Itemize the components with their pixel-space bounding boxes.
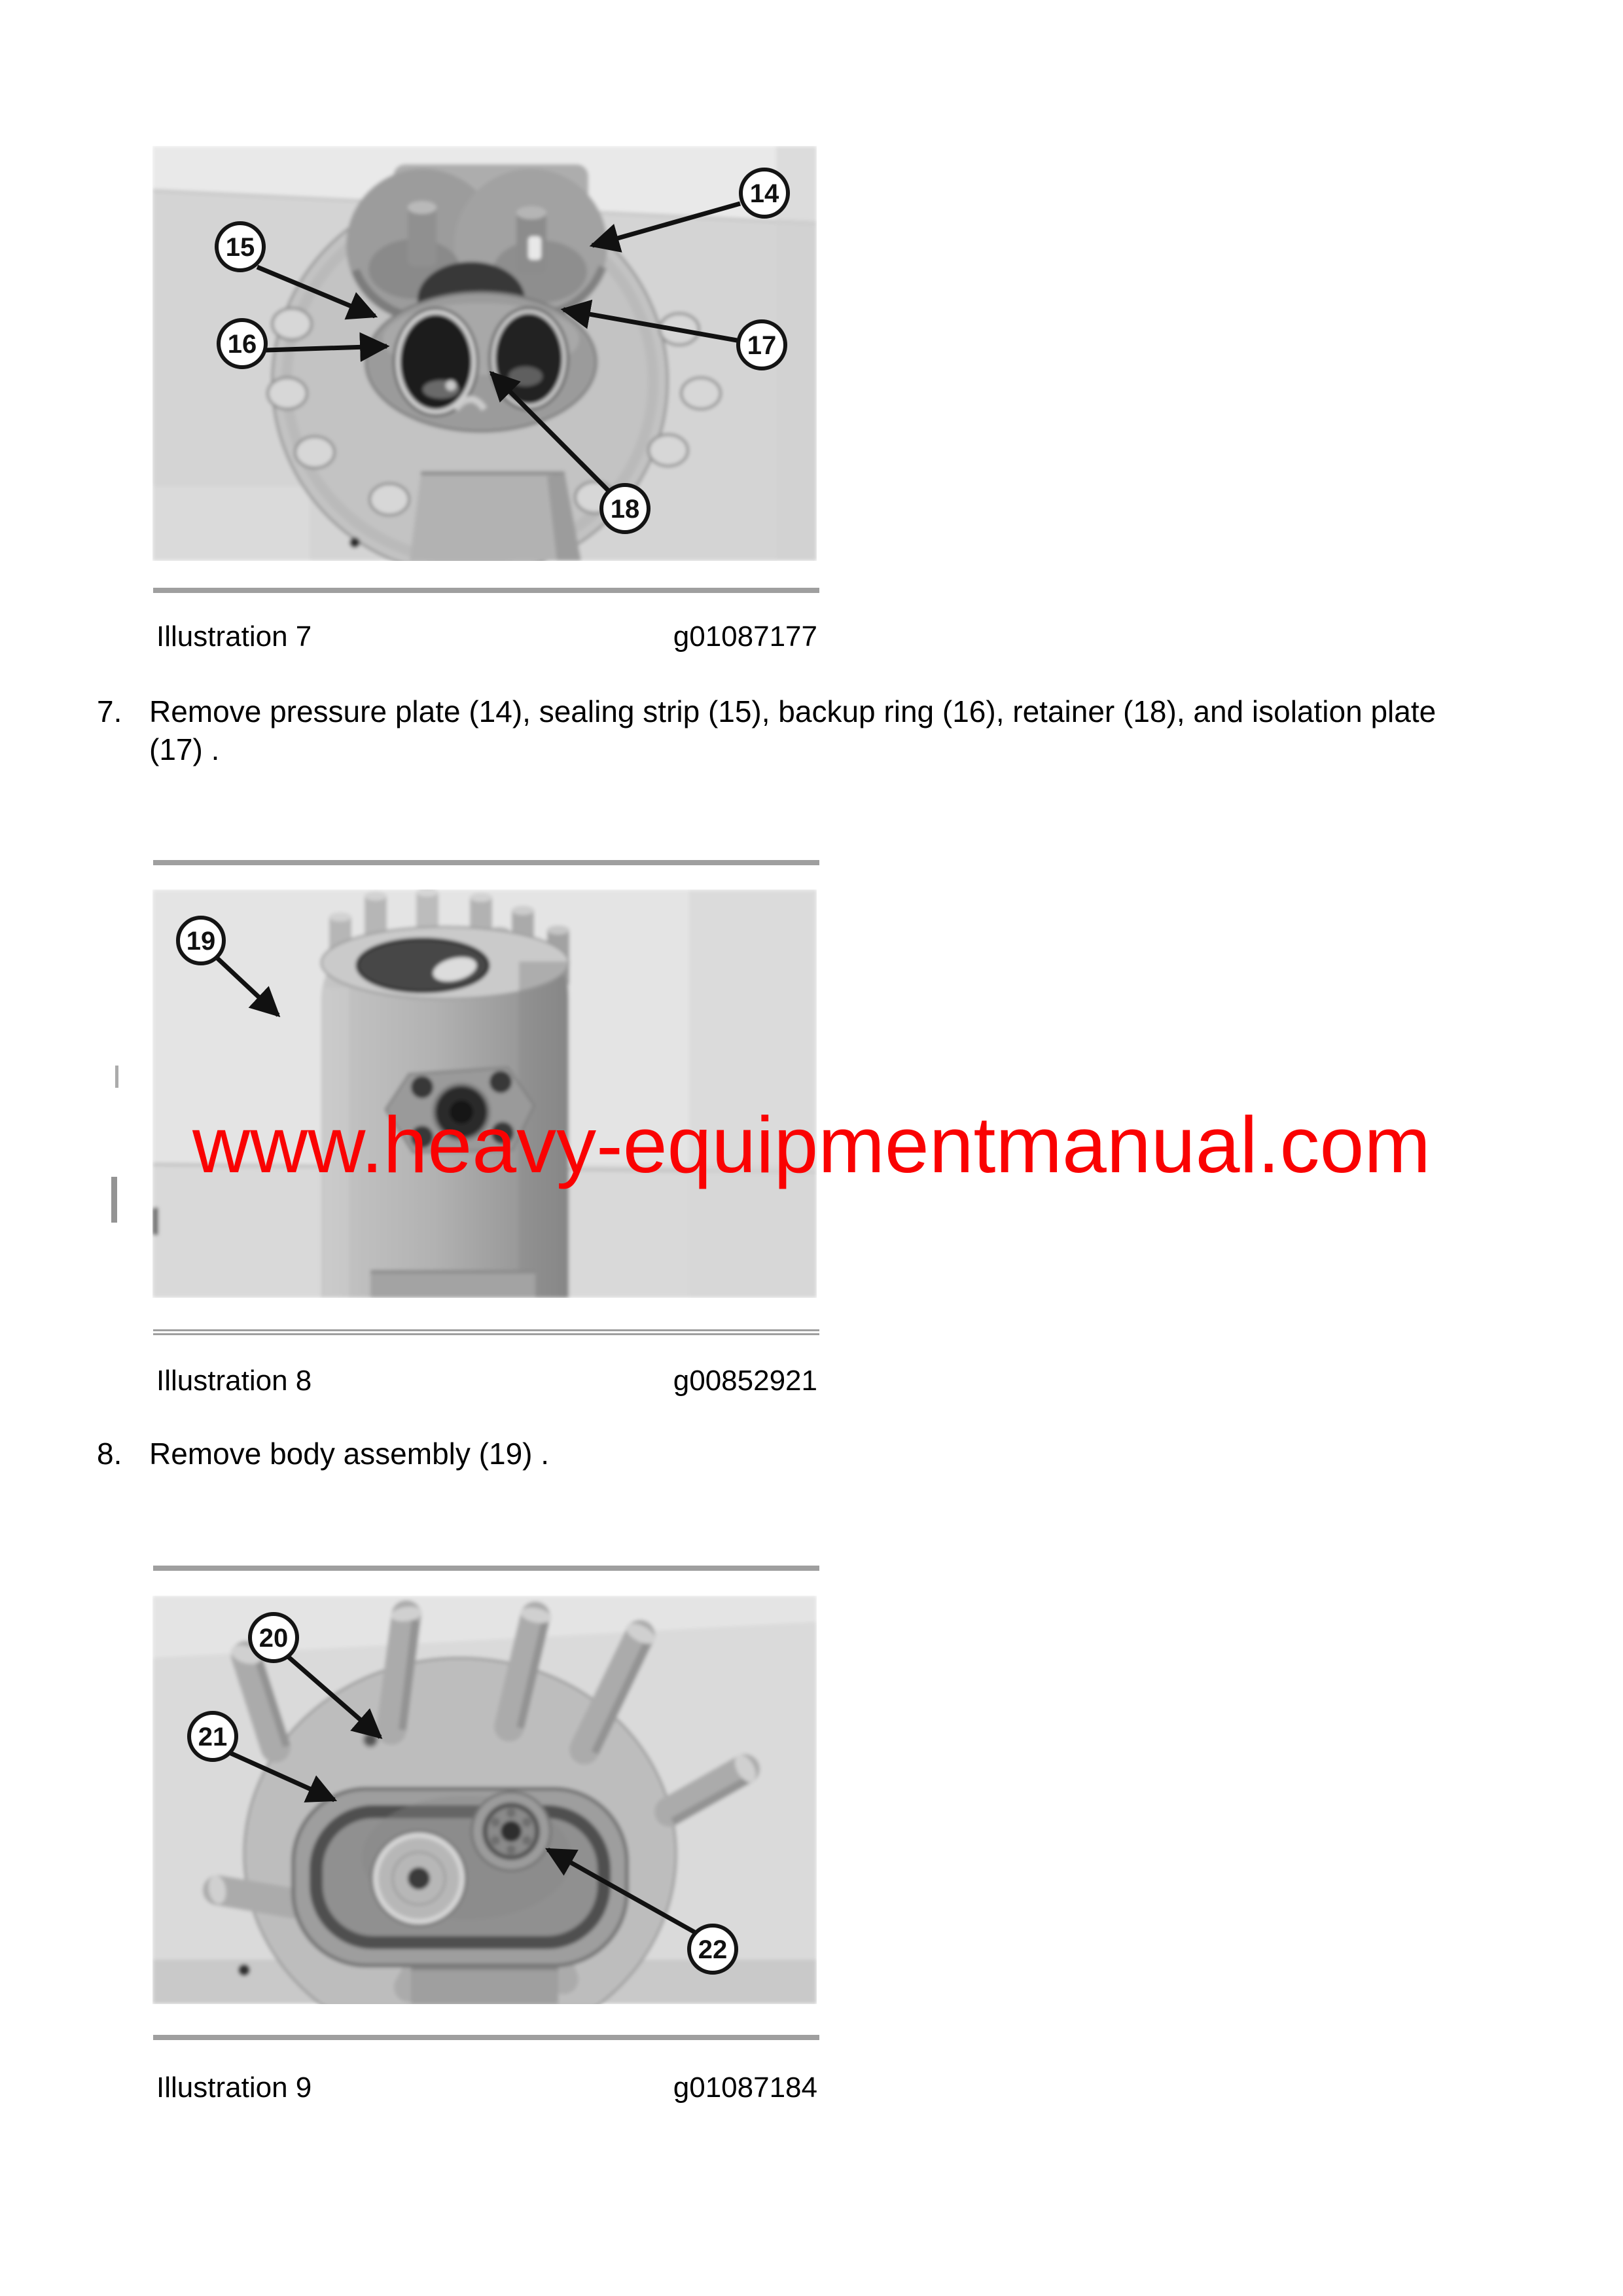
- callout-19: [178, 918, 224, 963]
- illustration-7-photo: [152, 146, 817, 561]
- figure-caption: Illustration 7: [156, 620, 312, 653]
- body-assembly-photo-art: [152, 889, 817, 1298]
- illustration-8-photo: [152, 889, 817, 1298]
- separator-line: [153, 2035, 819, 2040]
- figure-code: g00852921: [673, 1365, 817, 1397]
- figure-8-caption-row: [156, 1365, 817, 1398]
- step-8: [97, 1435, 1550, 1473]
- callout-21: [189, 1713, 236, 1760]
- step-text: Remove pressure plate (14), sealing strip (15), backup ring (16), retainer (18), and isolation plate (17) .: [149, 694, 1436, 766]
- illustration-9-photo: [152, 1596, 817, 2004]
- svg-text:20: 20: [259, 1624, 289, 1653]
- scan-artifact: [115, 1066, 118, 1088]
- callout-18: [601, 485, 649, 532]
- figure-caption: Illustration 8: [156, 1365, 312, 1397]
- callout-15: [217, 223, 264, 270]
- svg-text:21: 21: [198, 1723, 228, 1751]
- figure-code: g01087184: [673, 2072, 817, 2104]
- separator-line: [153, 588, 819, 593]
- figure-9-caption-row: [156, 2072, 817, 2105]
- step-7: [97, 692, 1550, 768]
- separator-line: [153, 1566, 819, 1571]
- svg-text:15: 15: [225, 233, 255, 262]
- svg-text:17: 17: [747, 331, 777, 360]
- step-number: 7.: [97, 694, 122, 728]
- svg-text:19: 19: [186, 927, 216, 956]
- callout-16: [219, 320, 266, 367]
- figure-7-caption-row: [156, 620, 817, 654]
- svg-text:14: 14: [749, 179, 779, 208]
- step-number: 8.: [97, 1437, 122, 1471]
- step-text: Remove body assembly (19) .: [149, 1437, 550, 1471]
- watermark-text: www.heavy-equipmentmanual.com: [192, 1100, 1431, 1189]
- svg-text:18: 18: [610, 495, 640, 524]
- callout-14: [741, 170, 788, 217]
- svg-text:16: 16: [227, 330, 257, 359]
- separator-line: [153, 1329, 819, 1335]
- callout-22: [689, 1926, 736, 1973]
- callout-17: [738, 321, 785, 368]
- callout-20: [250, 1614, 297, 1661]
- figure-code: g01087177: [673, 620, 817, 653]
- svg-text:22: 22: [698, 1935, 728, 1964]
- separator-line: [153, 860, 819, 865]
- figure-caption: Illustration 9: [156, 2072, 312, 2104]
